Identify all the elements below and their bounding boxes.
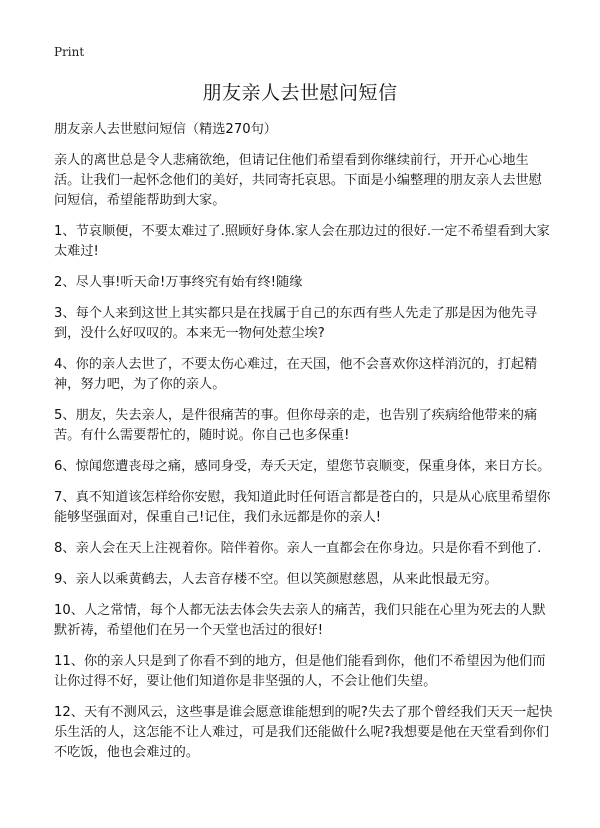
print-link[interactable]: Print <box>54 45 85 59</box>
list-item: 1、节哀顺便，不要太难过了.照顾好身体.家人会在那边过的很好.一定不希望看到大家太难过! <box>54 224 550 259</box>
list-item: 6、惊闻您遭丧母之痛，感同身受，寿夭天定，望您节哀顺变，保重身体，来日方长。 <box>54 459 551 474</box>
article-subtitle: 朋友亲人去世慰问短信（精选270句） <box>54 122 277 137</box>
list-item: 10、人之常情，每个人都无法去体会失去亲人的痛苦，我们只能在心里为死去的人默默祈祷，希望他们在另一个天堂也活过的很好! <box>54 603 546 638</box>
list-item: 3、每个人来到这世上其实都只是在找属于自己的东西有些人先走了那是因为他先寻到，没什么好叹叹的。本来无一物何处惹尘埃? <box>54 306 538 341</box>
list-item: 9、亲人以乘黄鹤去，人去音存楼不空。但以笑颜慰慈恩，从来此恨最无穷。 <box>54 572 498 587</box>
article-body <box>54 120 554 774</box>
list-item: 2、尽人事!听天命!万事终究有始有终!随缘 <box>54 275 303 290</box>
list-item: 11、你的亲人只是到了你看不到的地方，但是他们能看到你，他们不希望因为他们而让你过得不好，要让他们知道你是非坚强的人，不会让他们失望。 <box>54 654 546 689</box>
article-intro: 亲人的离世总是令人悲痛欲绝，但请记住他们希望看到你继续前行，开开心心地生活。让我们一起怀念他们的美好，共同寄托哀思。下面是小编整理的朋友亲人去世慰问短信，希望能帮助到大家。 <box>54 153 542 208</box>
list-item: 7、真不知道该怎样给你安慰，我知道此时任何语言都是苍白的，只是从心底里希望你能够坚强面对，保重自己!记住，我们永远都是你的亲人! <box>54 490 551 525</box>
list-item: 12、天有不测风云，这些事是谁会愿意谁能想到的呢?失去了那个曾经我们天天一起快乐生活的人，这怎能不让人难过，可是我们还能做什么呢?我想要是他在天堂看到你们不吃饭，他也会难过的。 <box>54 705 553 760</box>
list-item: 8、亲人会在天上注视着你。陪伴着你。亲人一直都会在你身边。只是你看不到他了. <box>54 541 542 556</box>
page-title: 朋友亲人去世慰问短信 <box>202 82 398 104</box>
list-item: 5、朋友，失去亲人，是件很痛苦的事。但你母亲的走，也告别了疾病给他带来的痛苦。有什么需要帮忙的，随时说。你自己也多保重! <box>54 408 538 443</box>
list-item: 4、你的亲人去世了，不要太伤心难过，在天国，他不会喜欢你这样消沉的，打起精神，努力吧，为了你的亲人。 <box>54 357 538 392</box>
